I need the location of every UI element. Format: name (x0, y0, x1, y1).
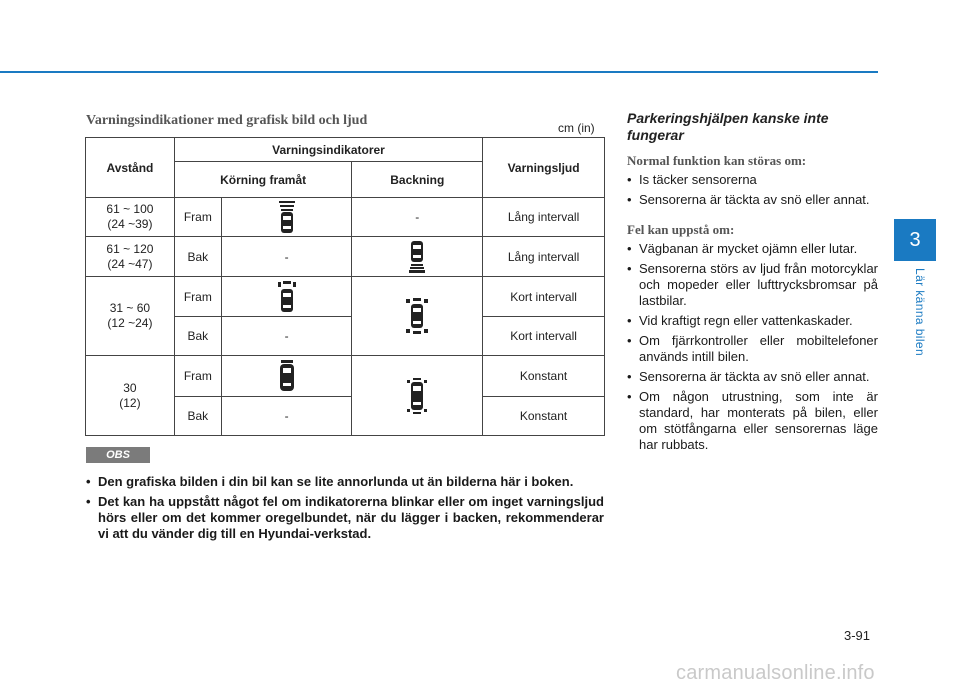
header-forward: Körning framåt (174, 162, 352, 198)
sound-cell: Kort intervall (483, 317, 605, 356)
forward-cell (221, 277, 352, 317)
table-row (86, 356, 605, 397)
forward-cell (221, 356, 352, 397)
car-front-sensors-icon (276, 280, 298, 314)
car-front-close-icon (277, 359, 297, 393)
sound-cell: Konstant (483, 397, 605, 436)
position-cell: Fram (174, 277, 221, 317)
right-column (627, 110, 878, 457)
list-item: • Om någon utrustning, som inte är standard, har monterats på bilen, eller om stötfångarna eller sensorernas läge har rubbats. (627, 389, 878, 453)
section-heading: Varningsindikationer med grafisk bild och ljud (86, 113, 368, 128)
unit-label: cm (in) (558, 121, 595, 135)
obs-list (86, 474, 604, 546)
fault-heading: Fel kan uppstå om: (627, 222, 735, 237)
list-item: • Sensorerna störs av ljud från motorcyklar och mopeder eller lufttrycksbromsar på lastbilar. (627, 261, 878, 309)
list-item: • Is täcker sensorerna (627, 172, 878, 188)
car-rear-sensors-icon (407, 240, 427, 274)
position-cell: Bak (174, 397, 221, 436)
distance-cell: 31 ~ 60 (12 ~24) (86, 277, 175, 356)
normal-heading: Normal funktion kan störas om: (627, 153, 807, 168)
list-item: • Sensorerna är täckta av snö eller annat. (627, 369, 878, 385)
sound-cell: Kort intervall (483, 277, 605, 317)
position-cell: Fram (174, 198, 221, 237)
position-cell: Bak (174, 237, 221, 277)
position-cell: Bak (174, 317, 221, 356)
watermark: carmanualsonline.info (676, 662, 875, 684)
sound-cell: Lång intervall (483, 198, 605, 237)
list-item: • Det kan ha uppstått något fel om indikatorerna blinkar eller om inget varningsljud hörs eller om det kommer oregelbundet, när du lägger i backen, rekommenderar vi att du vänder dig till en Hyundai-verkstad. (86, 494, 604, 542)
normal-list (627, 172, 878, 208)
list-item: • Om fjärrkontroller eller mobiltelefoner används intill bilen. (627, 333, 878, 365)
header-reverse: Backning (352, 162, 483, 198)
list-item: • Vid kraftigt regn eller vattenkaskader. (627, 313, 878, 329)
distance-cell: 30 (12) (86, 356, 175, 436)
list-item: • Sensorerna är täckta av snö eller annat. (627, 192, 878, 208)
car-all-close-icon (405, 377, 429, 415)
page-number: 3-91 (844, 628, 871, 643)
distance-cell: 61 ~ 100 (24 ~39) (86, 198, 175, 237)
table-header-row (86, 138, 605, 162)
obs-badge: OBS (86, 447, 150, 463)
list-item: • Den grafiska bilden i din bil kan se lite annorlunda ut än bilderna här i boken. (86, 474, 604, 490)
table-row (86, 277, 605, 317)
forward-cell: - (221, 397, 352, 436)
reverse-cell: - (352, 198, 483, 237)
right-title: Parkeringshjälpen kanske inte fungerar (627, 110, 829, 143)
forward-cell: - (221, 237, 352, 277)
table-row (86, 198, 605, 237)
warning-table (85, 137, 605, 436)
car-front-sensors-icon (277, 200, 297, 234)
car-all-sensors-icon (403, 297, 431, 335)
position-cell: Fram (174, 356, 221, 397)
distance-cell: 61 ~ 120 (24 ~47) (86, 237, 175, 277)
header-indicators: Varningsindikatorer (174, 138, 482, 162)
sound-cell: Konstant (483, 356, 605, 397)
list-item: • Vägbanan är mycket ojämn eller lutar. (627, 241, 878, 257)
chapter-title: Lär känna bilen (913, 268, 927, 357)
fault-list (627, 241, 878, 453)
chapter-number-tab: 3 (894, 219, 936, 261)
sound-cell: Lång intervall (483, 237, 605, 277)
forward-cell (221, 198, 352, 237)
header-sound: Varningsljud (483, 138, 605, 198)
reverse-cell (352, 356, 483, 436)
reverse-cell (352, 237, 483, 277)
header-rule (0, 71, 878, 73)
forward-cell: - (221, 317, 352, 356)
reverse-cell (352, 277, 483, 356)
table-row (86, 237, 605, 277)
header-distance: Avstånd (86, 138, 175, 198)
